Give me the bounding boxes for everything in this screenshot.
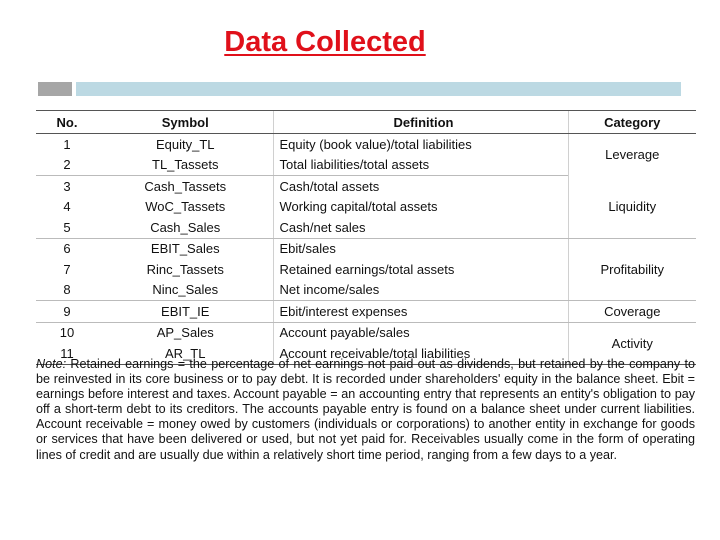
data-table-container	[36, 110, 696, 365]
row-no: 1	[63, 136, 71, 152]
row-definition: Account receivable/total liabilities	[273, 343, 568, 364]
row-definition: Cash/total assets	[273, 176, 568, 197]
slide-title: Data Collected	[224, 26, 426, 58]
row-no: 5	[36, 217, 98, 238]
table-row	[36, 301, 696, 323]
row-symbol: AP_Sales	[156, 325, 214, 341]
table-header-row	[36, 111, 696, 134]
row-no: 4	[63, 199, 71, 215]
table-note	[36, 357, 695, 463]
category-leverage: Leverage	[568, 134, 696, 176]
row-symbol: AR_TL	[98, 343, 273, 364]
row-no: 10	[59, 325, 75, 341]
row-definition: Cash/net sales	[273, 217, 568, 238]
row-symbol: EBIT_Sales	[150, 241, 220, 257]
note-text: Retained earnings = the percentage of net earnings not paid out as dividends, but retained by the company to be reinvested in its core business or to pay debt. It is recorded under shareholders' equity in the balance sheet. Ebit = earnings before interest and taxes. Account payable = an accounting entry that represents an entity's obligation to pay off a short-term debt to its creditors. The accounts payable entry is found on a balance sheet under current liabilities. Account receivable = money owed by customers (individuals or corporations) to another entity in exchange for goods or services that have been delivered or used, but not yet paid for. Receivables usually come in the form of operating lines of credit and are usually due within a relatively short time period, ranging from a few days to a year.	[36, 357, 696, 462]
row-symbol: Cash_Tassets	[144, 178, 227, 194]
row-no: 6	[63, 241, 71, 257]
category-coverage: Coverage	[568, 301, 696, 323]
row-definition: Ebit/sales	[273, 238, 568, 259]
row-symbol: Ninc_Sales	[98, 280, 273, 301]
row-definition: Retained earnings/total assets	[273, 259, 568, 280]
table-row	[36, 176, 696, 197]
row-no: 2	[36, 155, 98, 176]
row-no: 3	[63, 178, 71, 194]
header-definition: Definition	[273, 111, 568, 134]
row-symbol: TL_Tassets	[98, 155, 273, 176]
table-row	[36, 322, 696, 343]
header-category: Category	[568, 111, 696, 134]
row-definition: Working capital/total assets	[273, 197, 568, 218]
row-symbol: Rinc_Tassets	[146, 261, 224, 277]
row-definition: Equity (book value)/total liabilities	[273, 134, 568, 155]
decorative-bar-gray	[38, 82, 72, 96]
row-definition: Account payable/sales	[273, 322, 568, 343]
row-definition: Ebit/interest expenses	[273, 301, 568, 323]
category-liquidity: Liquidity	[568, 176, 696, 239]
row-no: 9	[36, 301, 98, 323]
row-symbol: Equity_TL	[155, 136, 215, 152]
header-symbol: Symbol	[98, 111, 273, 134]
category-activity: Activity	[568, 322, 696, 364]
row-definition: Total liabilities/total assets	[273, 155, 568, 176]
row-symbol: WoC_Tassets	[145, 199, 226, 215]
decorative-bar-blue	[76, 82, 681, 96]
row-no: 8	[36, 280, 98, 301]
row-no: 7	[63, 261, 71, 277]
table-row	[36, 238, 696, 259]
category-profitability: Profitability	[568, 238, 696, 301]
header-no: No.	[36, 111, 98, 134]
row-definition: Net income/sales	[273, 280, 568, 301]
row-symbol: Cash_Sales	[98, 217, 273, 238]
table-row	[36, 134, 696, 155]
data-table	[36, 110, 696, 365]
row-no: 11	[36, 343, 98, 364]
note-label: Note:	[36, 357, 67, 371]
row-symbol: EBIT_IE	[98, 301, 273, 323]
